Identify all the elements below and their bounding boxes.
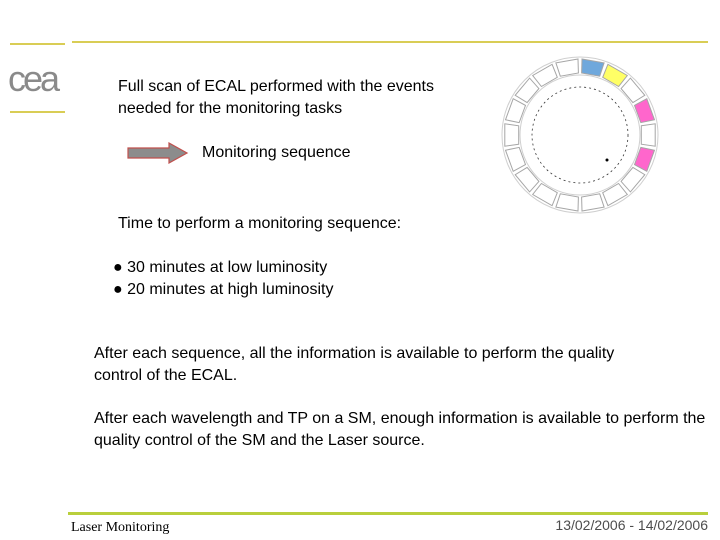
luminosity-list xyxy=(113,257,333,301)
ring-segment xyxy=(533,64,558,86)
laser-position-marker xyxy=(606,159,609,162)
footer-date: 13/02/2006 - 14/02/2006 xyxy=(555,517,708,533)
footer-rule xyxy=(68,512,708,515)
ecal-ring-diagram xyxy=(495,55,665,215)
footer-title: Laser Monitoring xyxy=(71,520,170,535)
ring-segment xyxy=(533,184,558,206)
sequence-label: Monitoring sequence xyxy=(202,144,351,161)
ring-segment xyxy=(603,64,628,86)
intro-text: Full scan of ECAL performed with the events needed for the monitoring tasks xyxy=(118,78,434,117)
ring-segments xyxy=(502,57,658,213)
ring-segment xyxy=(505,124,519,146)
laser-path xyxy=(532,87,628,183)
ring-segment xyxy=(556,59,579,76)
ring-segment xyxy=(582,194,605,211)
list-item: ● 30 minutes at low luminosity xyxy=(113,259,328,276)
cea-logo-text: cea xyxy=(8,60,58,99)
right-arrow-icon xyxy=(127,142,189,164)
time-heading: Time to perform a monitoring sequence: xyxy=(118,215,402,232)
logo-rule-bottom xyxy=(10,111,65,113)
ring-segment xyxy=(515,167,539,192)
after-sequence-text: After each sequence, all the information is available to perform the quality control of the ECAL. xyxy=(94,345,615,384)
list-item: ● 20 minutes at high luminosity xyxy=(113,281,334,298)
header-rule-right xyxy=(72,41,708,43)
after-wavelength-text: After each wavelength and TP on a SM, enough information is available to perform the quality control of the SM and the Laser source. xyxy=(94,410,706,449)
cea-logo xyxy=(8,60,68,100)
ring-segment xyxy=(556,194,579,211)
ring-segment xyxy=(515,78,539,103)
ring-segment xyxy=(603,184,628,206)
header-rule-left xyxy=(10,43,65,45)
ring-segment xyxy=(621,167,645,192)
ring-segment xyxy=(621,78,645,103)
ring-segment xyxy=(641,124,655,146)
ring-segment xyxy=(582,59,605,76)
